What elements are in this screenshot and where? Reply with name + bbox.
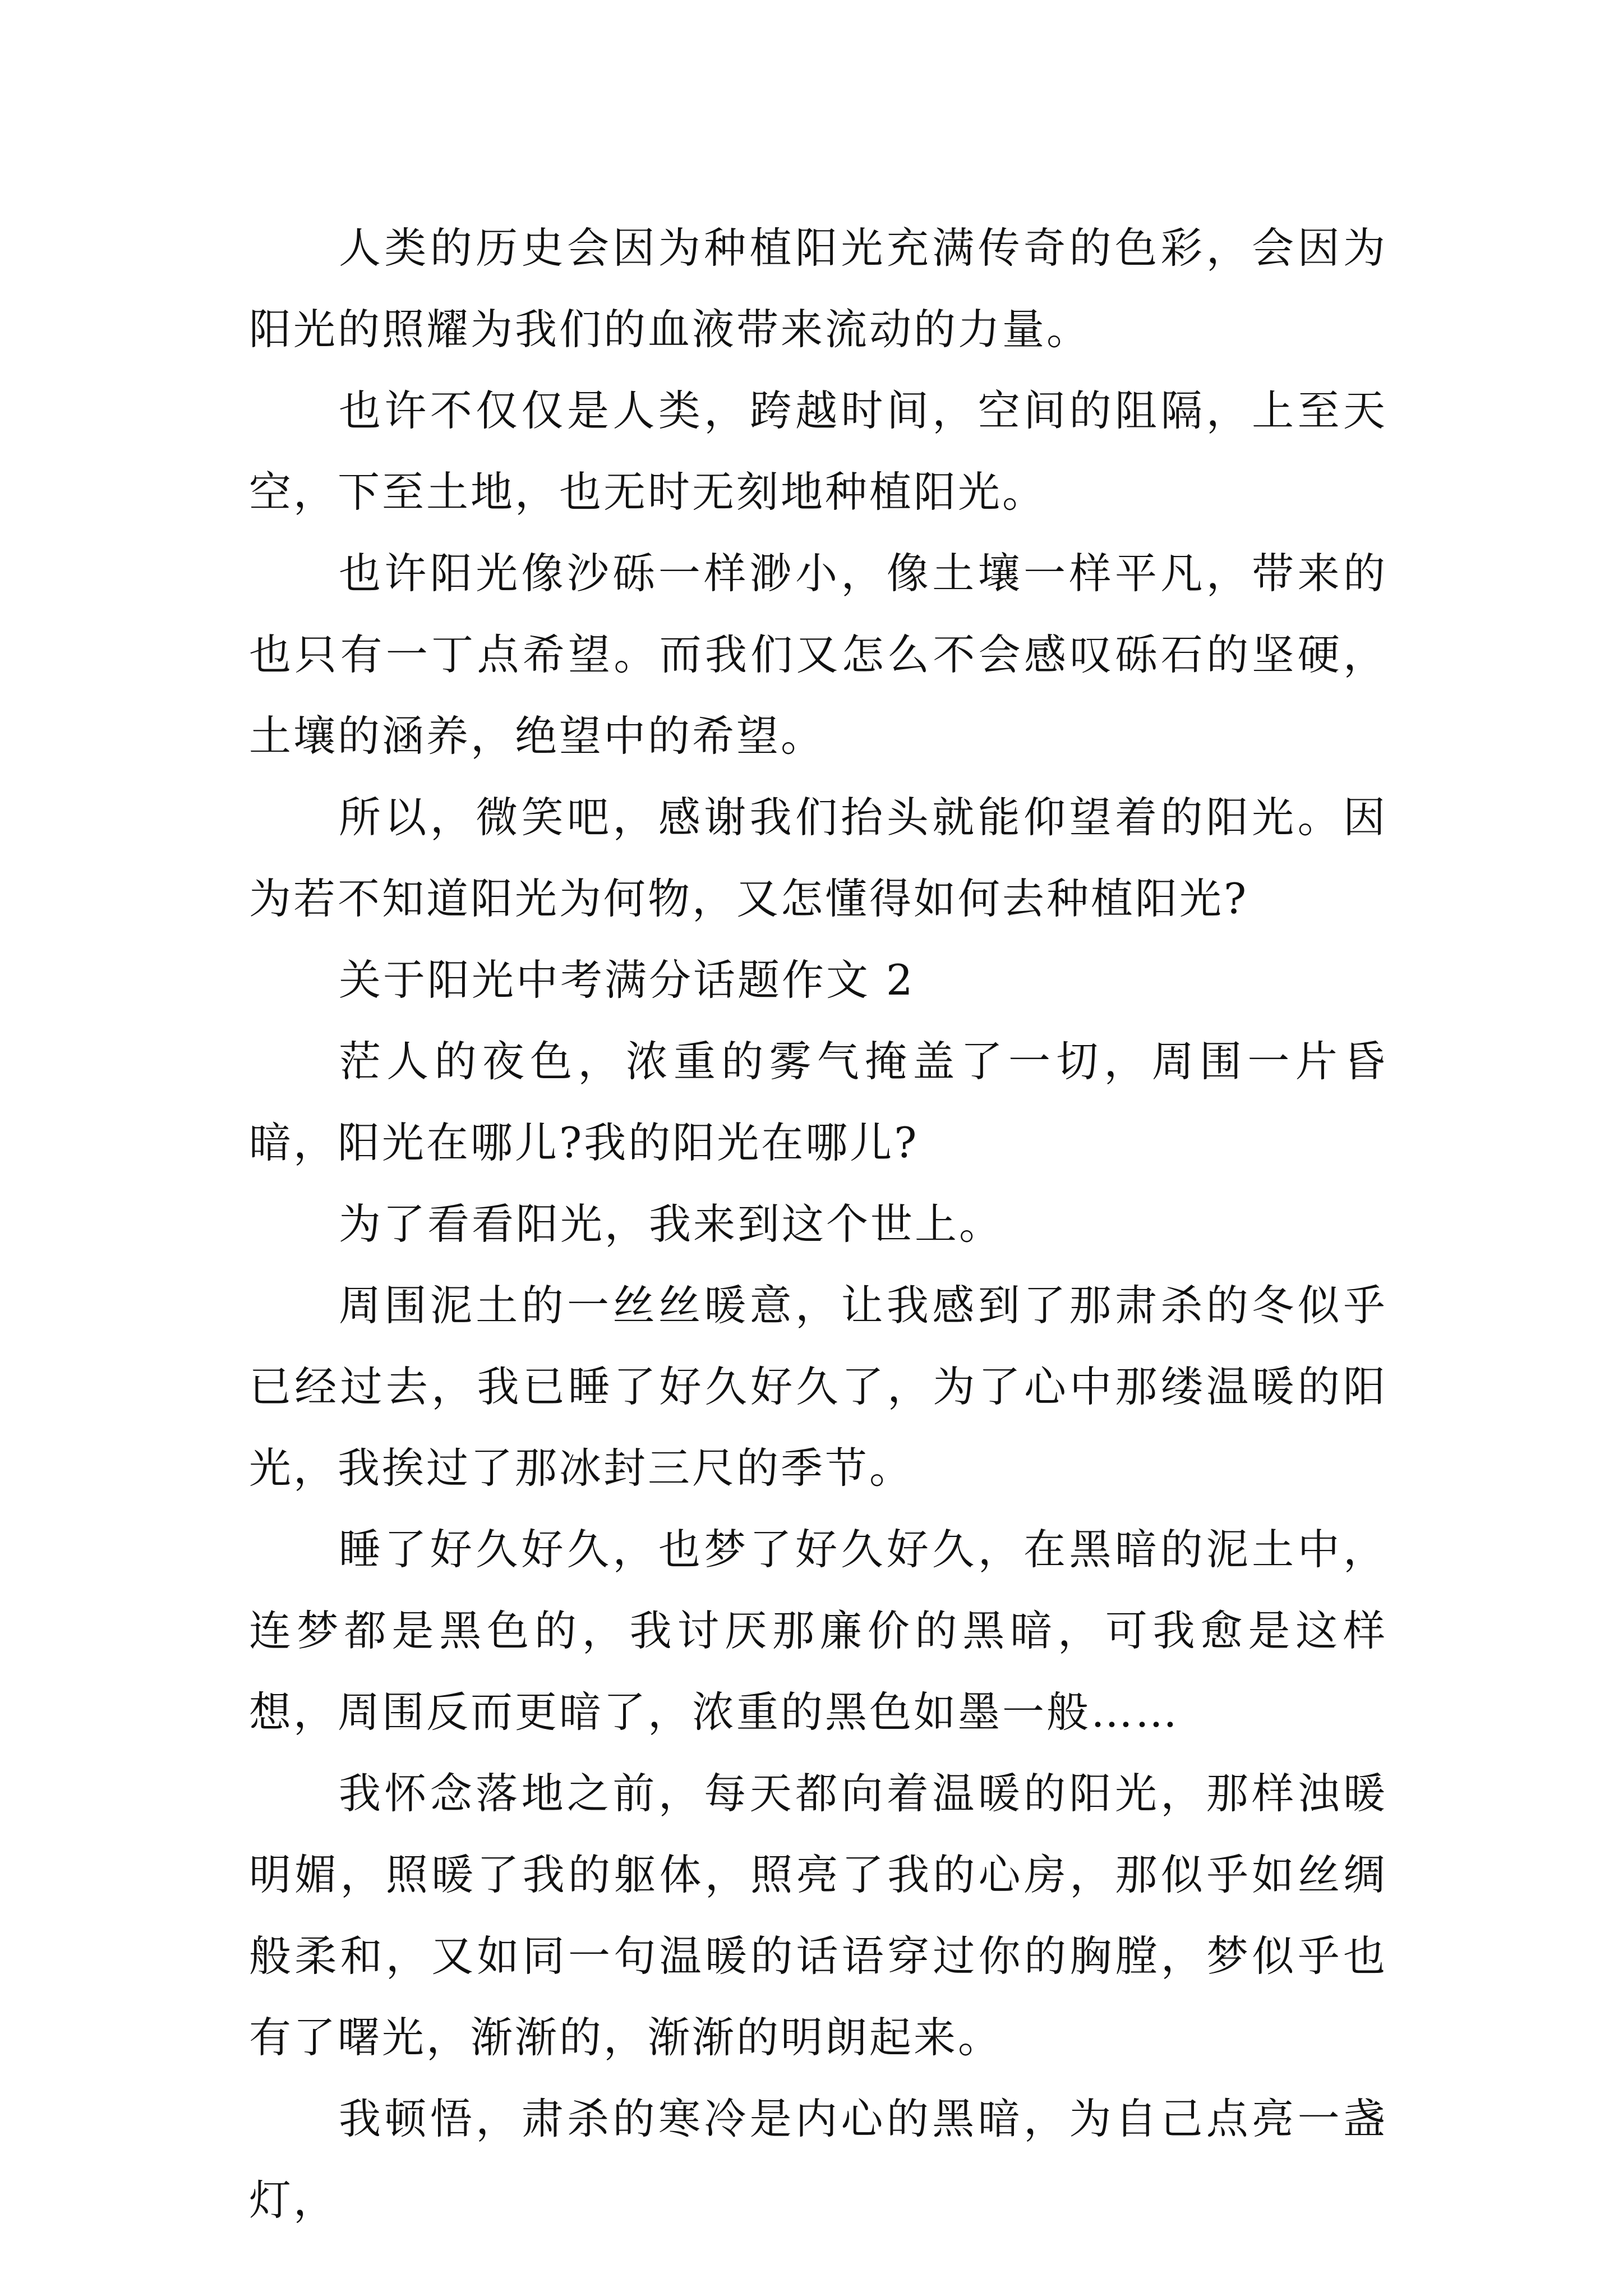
paragraph-3: 也许阳光像沙砾一样渺小，像土壤一样平凡，带来的也只有一丁点希望。而我们又怎么不会感叹砾石的坚硬，土壤的涵养，绝望中的希望。 xyxy=(249,549,1387,761)
paragraph-8: 睡了好久好久，也梦了好久好久，在黑暗的泥土中，连梦都是黑色的，我讨厌那廉价的黑暗，可我愈是这样想，周围反而更暗了，浓重的黑色如墨一般…… xyxy=(249,1525,1387,1737)
essay-body xyxy=(249,208,1387,2241)
paragraph-2: 也许不仅仅是人类，跨越时间，空间的阻隔，上至天空，下至土地，也无时无刻地种植阳光。 xyxy=(249,386,1387,517)
paragraph-10: 我顿悟，肃杀的寒冷是内心的黑暗，为自己点亮一盏灯， xyxy=(249,2094,1387,2225)
paragraph-1: 人类的历史会因为种植阳光充满传奇的色彩，会因为阳光的照耀为我们的血液带来流动的力量。 xyxy=(249,223,1387,354)
paragraph-5: 茫人的夜色，浓重的雾气掩盖了一切，周围一片昏暗，阳光在哪儿?我的阳光在哪儿? xyxy=(249,1037,1387,1167)
paragraph-4: 所以，微笑吧，感谢我们抬头就能仰望着的阳光。因为若不知道阳光为何物，又怎懂得如何去种植阳光? xyxy=(249,793,1387,923)
essay-heading: 关于阳光中考满分话题作文 2 xyxy=(339,955,915,1005)
paragraph-7: 周围泥土的一丝丝暖意，让我感到了那肃杀的冬似乎已经过去，我已睡了好久好久了，为了心中那缕温暖的阳光，我挨过了那冰封三尺的季节。 xyxy=(249,1281,1387,1493)
paragraph-9: 我怀念落地之前，每天都向着温暖的阳光，那样浊暖明媚，照暖了我的躯体，照亮了我的心房，那似乎如丝绸般柔和，又如同一句温暖的话语穿过你的胸膛，梦似乎也有了曙光，渐渐的，渐渐的明朗起来。 xyxy=(249,1769,1387,2062)
paragraph-6: 为了看看阳光，我来到这个世上。 xyxy=(339,1199,1004,1249)
